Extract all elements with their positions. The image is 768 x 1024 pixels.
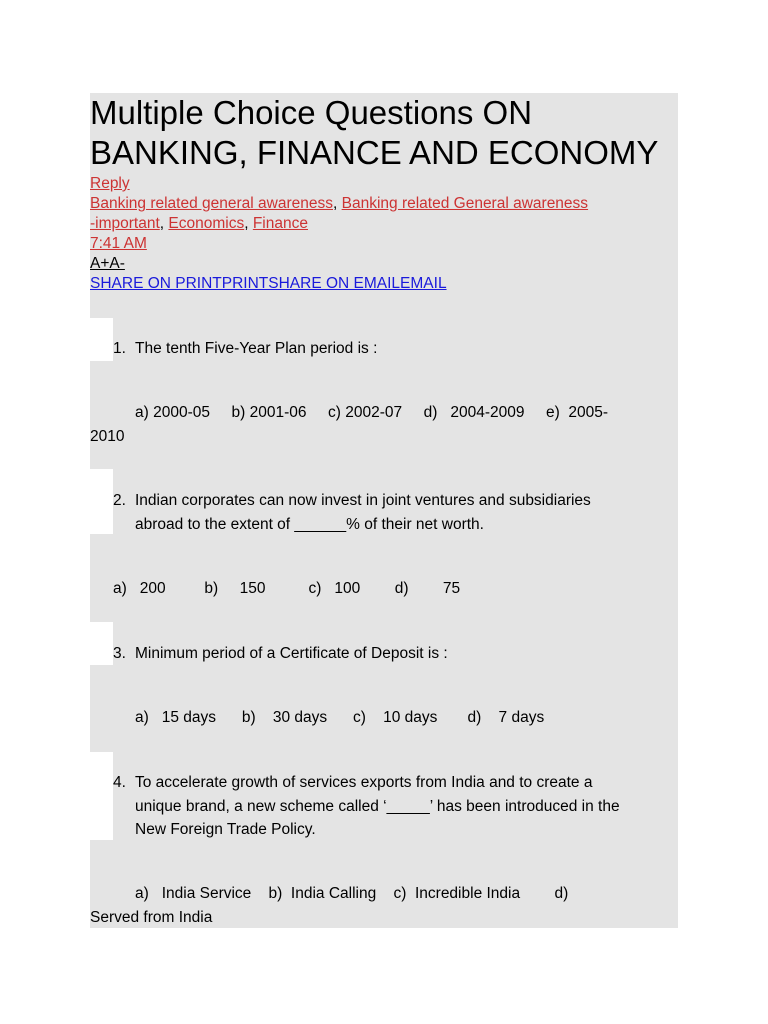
label-banking-general-awareness-important-cont[interactable]: -important: [90, 215, 160, 232]
question-options: a) 2000-05 b) 2001-06 c) 2002-07 d) 2004-2009 e) 2005-: [135, 404, 609, 421]
labels-line-2: [90, 215, 308, 233]
question-text: New Foreign Trade Policy.: [135, 821, 316, 838]
question-options: a) 15 days b) 30 days c) 10 days d) 7 days: [135, 709, 545, 726]
label-separator: ,: [333, 195, 338, 212]
content-background: [90, 534, 678, 622]
label-banking-general-awareness[interactable]: Banking related general awareness: [90, 195, 333, 212]
label-separator: ,: [244, 215, 249, 232]
question-text: To accelerate growth of services exports from India and to create a: [135, 774, 593, 791]
document-page: [90, 93, 678, 928]
reply-link[interactable]: Reply: [90, 175, 130, 192]
labels-line: [90, 195, 588, 213]
label-separator: ,: [159, 215, 165, 232]
label-banking-general-awareness-important[interactable]: Banking related General awareness: [341, 195, 589, 212]
question-text: The tenth Five-Year Plan period is :: [135, 340, 378, 357]
label-economics[interactable]: Economics: [168, 215, 245, 232]
question-text: abroad to the extent of ______% of their net worth.: [135, 516, 484, 533]
question-options: a) 200 b) 150 c) 100 d) 75: [113, 580, 461, 597]
page-title-line2: BANKING, FINANCE AND ECONOMY: [90, 134, 659, 171]
question-options-cont: Served from India: [90, 909, 213, 926]
question-number: 4.: [113, 774, 126, 791]
question-number: 3.: [113, 645, 126, 662]
page-title-line1: Multiple Choice Questions ON: [90, 94, 533, 131]
question-number: 2.: [113, 492, 126, 509]
share-links[interactable]: SHARE ON PRINTPRINTSHARE ON EMAILEMAIL: [90, 275, 447, 292]
question-number: 1.: [113, 340, 126, 357]
label-finance[interactable]: Finance: [252, 215, 308, 232]
question-options: a) India Service b) India Calling c) Incredible India d): [135, 885, 569, 902]
question-text: unique brand, a new scheme called ‘_____’ has been introduced in the: [135, 798, 620, 815]
question-text: Indian corporates can now invest in joint ventures and subsidiaries: [135, 492, 591, 509]
post-time-link[interactable]: 7:41 AM: [90, 235, 147, 252]
question-options-cont: 2010: [90, 428, 125, 445]
font-size-controls[interactable]: A+A-: [90, 255, 125, 272]
question-text: Minimum period of a Certificate of Deposit is :: [135, 645, 448, 662]
